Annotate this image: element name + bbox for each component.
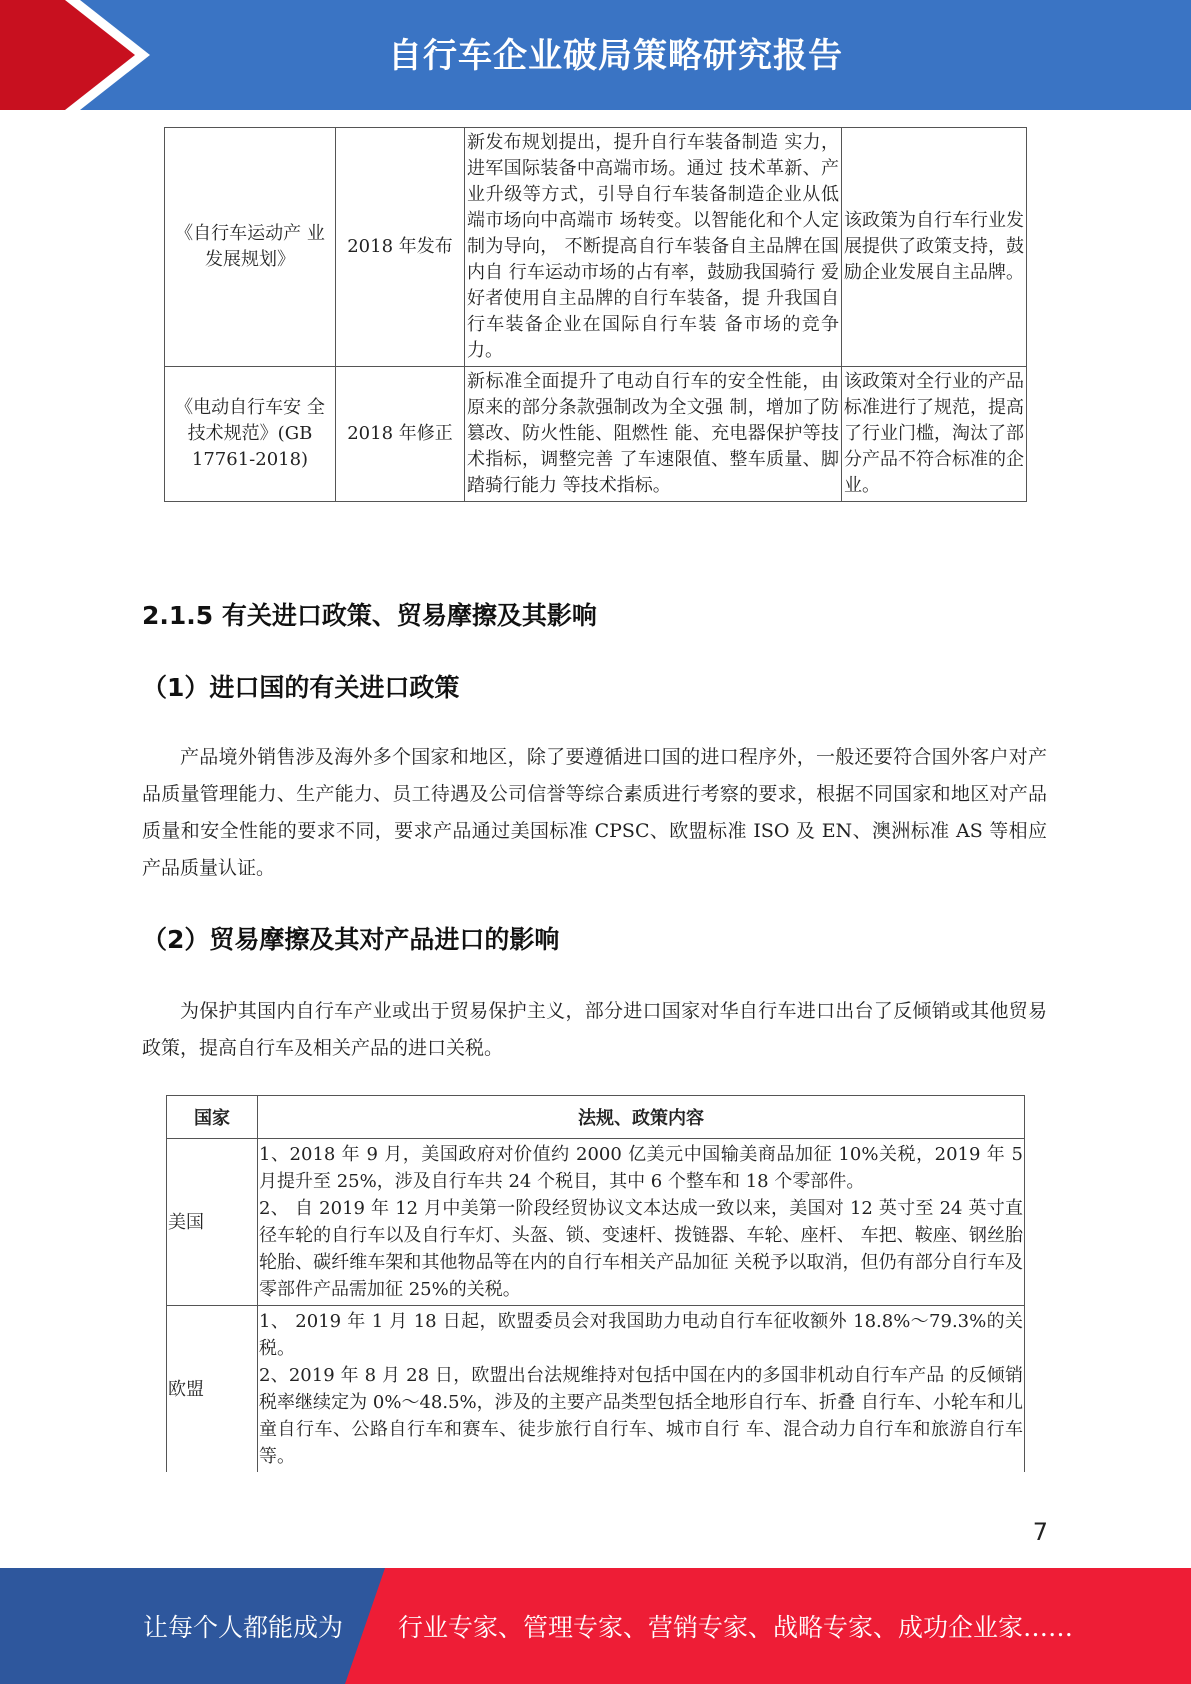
policy-item: 2、2019 年 8 月 28 日，欧盟出台法规维持对包括中国在内的多国非机动自行车产品 的反倾销税率继续定为 0%～48.5%，涉及的主要产品类型包括全地形自行车、折叠 自行车、小轮车和儿童自行车、公路自行车和赛车、徒步旅行自行车、城市自行 车、混合动力自行车和旅游自行车等。: [259, 1365, 1023, 1467]
policy-date: 2018 年修正: [336, 367, 465, 502]
paragraph-trade-friction: 为保护其国内自行车产业或出于贸易保护主义，部分进口国家对华自行车进口出台了反倾销或其他贸易政策，提高自行车及相关产品的进口关税。: [142, 1000, 1047, 1059]
column-header-country: 国家: [167, 1096, 258, 1139]
policy-name: 《自行车运动产 业发展规划》: [165, 128, 336, 367]
page-footer: [0, 1568, 1191, 1684]
footer-slogan-right: 行业专家、管理专家、营销专家、战略专家、成功企业家……: [398, 1613, 1074, 1642]
header-chevron-red: [0, 0, 135, 110]
trade-policy-table: [166, 1095, 1025, 1472]
policy-content: 新发布规划提出，提升自行车装备制造 实力，进军国际装备中高端市场。通过 技术革新、产业升级等方式，引导自行车装备制造企业从低端市场向中高端市 场转变。以智能化和个人定制为导向， 不断提高自行车装备自主品牌在国内自 行车运动市场的占有率，鼓励我国骑行 爱好者使用自主品牌的自行车装备，提 升我国自行车装备企业在国际自行车装 备市场的竞争力。: [465, 128, 842, 367]
policy-impact: 该政策对全行业的产品标准进行了规范，提高了行业门槛，淘汰了部分产品不符合标准的企业。: [842, 367, 1027, 502]
table-row: [167, 1139, 1025, 1306]
policy-item: 1、2018 年 9 月，美国政府对价值约 2000 亿美元中国输美商品加征 10%关税，2019 年 5 月提升至 25%，涉及自行车共 24 个税目，其中 6 个整车和 18 个零部件。: [259, 1144, 1023, 1192]
column-header-content: 法规、政策内容: [258, 1096, 1025, 1139]
table-row: [165, 128, 1027, 367]
page-number: 7: [1032, 1518, 1048, 1546]
paragraph-import-policy: 产品境外销售涉及海外多个国家和地区，除了要遵循进口国的进口程序外，一般还要符合国外客户对产品质量管理能力、生产能力、员工待遇及公司信誉等综合素质进行考察的要求，根据不同国家和地区对产品质量和安全性能的要求不同，要求产品通过美国标准 CPSC、欧盟标准 ISO 及 EN、澳洲标准 AS 等相应产品质量认证。: [142, 746, 1047, 879]
subsection-heading-trade-friction: （2）贸易摩擦及其对产品进口的影响: [142, 925, 560, 954]
country-cell: 欧盟: [167, 1306, 258, 1473]
table-header-row: [167, 1096, 1025, 1139]
policy-impact: 该政策为自行车行业发展提供了政策支持，鼓励企业发展自主品牌。: [842, 128, 1027, 367]
subsection-heading-import-policy: （1）进口国的有关进口政策: [142, 673, 460, 702]
policy-table: [164, 127, 1027, 502]
policy-item: 2、 自 2019 年 12 月中美第一阶段经贸协议文本达成一致以来，美国对 12 英寸至 24 英寸直径车轮的自行车以及自行车灯、头盔、锁、变速杆、拨链器、车轮、座杆、 车把、鞍座、钢丝胎轮胎、碳纤维车架和其他物品等在内的自行车相关产品加征 关税予以取消，但仍有部分自行车及零部件产品需加征 25%的关税。: [259, 1198, 1023, 1300]
policy-content-cell: [258, 1306, 1025, 1473]
page-header: [0, 0, 1191, 110]
policy-name: 《电动自行车安 全技术规范》(GB 17761-2018): [165, 367, 336, 502]
policy-content-cell: [258, 1139, 1025, 1306]
table-row: [167, 1306, 1025, 1473]
table-row: [165, 367, 1027, 502]
section-heading: 2.1.5 有关进口政策、贸易摩擦及其影响: [142, 601, 597, 630]
policy-content: 新标准全面提升了电动自行车的安全性能，由原来的部分条款强制改为全文强 制，增加了防篡改、防火性能、阻燃性 能、充电器保护等技术指标，调整完善 了车速限值、整车质量、脚踏骑行能力 等技术指标。: [465, 367, 842, 502]
report-title: 自行车企业破局策略研究报告: [388, 36, 843, 76]
policy-date: 2018 年发布: [336, 128, 465, 367]
footer-slogan-left: 让每个人都能成为: [143, 1613, 344, 1642]
country-cell: 美国: [167, 1139, 258, 1306]
policy-item: 1、 2019 年 1 月 18 日起，欧盟委员会对我国助力电动自行车征收额外 18.8%～79.3%的关税。: [259, 1311, 1023, 1359]
